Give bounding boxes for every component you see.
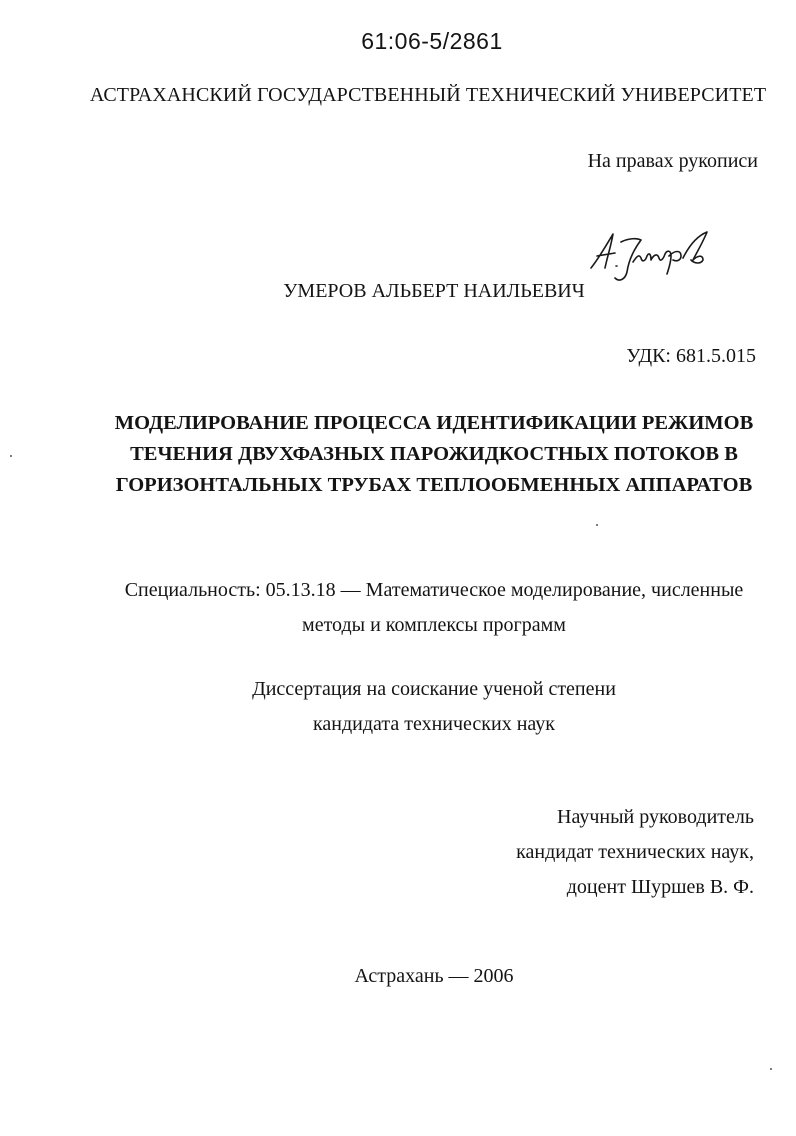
specialty-line: методы и комплексы программ (302, 614, 566, 636)
supervisor-block (516, 800, 754, 905)
scan-speck (596, 524, 598, 526)
place-and-year: Астрахань — 2006 (354, 965, 514, 987)
signature-stroke-body (633, 251, 681, 274)
signature-stroke-v (683, 232, 707, 263)
dissertation-title (0, 408, 796, 501)
scan-speck (10, 455, 12, 457)
degree-line: Диссертация на соискание ученой степени (252, 678, 616, 700)
supervisor-line: доцент Шуршев В. Ф. (566, 876, 754, 898)
supervisor-line: Научный руководитель (557, 806, 754, 828)
supervisor-line: кандидат технических наук, (516, 841, 754, 863)
document-code: 61:06-5/2861 (361, 28, 503, 54)
specialty-block (0, 573, 796, 643)
specialty-line: Специальность: 05.13.18 — Математическое моделирование, численные (124, 579, 744, 601)
rights-notice: На правах рукописи (587, 150, 758, 172)
scan-speck (770, 1068, 772, 1070)
degree-line: кандидата технических наук (312, 713, 556, 735)
signature-stroke-u (615, 239, 641, 280)
title-line: МОДЕЛИРОВАНИЕ ПРОЦЕССА ИДЕНТИФИКАЦИИ РЕЖИМОВ (114, 412, 754, 434)
author-name: УМЕРОВ АЛЬБЕРТ НАИЛЬЕВИЧ (283, 280, 585, 302)
degree-block (0, 672, 796, 742)
title-line: ТЕЧЕНИЯ ДВУХФАЗНЫХ ПАРОЖИДКОСТНЫХ ПОТОКОВ В (130, 443, 738, 465)
signature-stroke-a (591, 234, 615, 268)
title-line: ГОРИЗОНТАЛЬНЫХ ТРУБАХ ТЕПЛООБМЕННЫХ АППАРАТОВ (115, 474, 753, 496)
udc-code: УДК: 681.5.015 (626, 345, 756, 367)
author-signature (585, 228, 715, 286)
university-name: АСТРАХАНСКИЙ ГОСУДАРСТВЕННЫЙ ТЕХНИЧЕСКИЙ УНИВЕРСИТЕТ (89, 84, 767, 106)
